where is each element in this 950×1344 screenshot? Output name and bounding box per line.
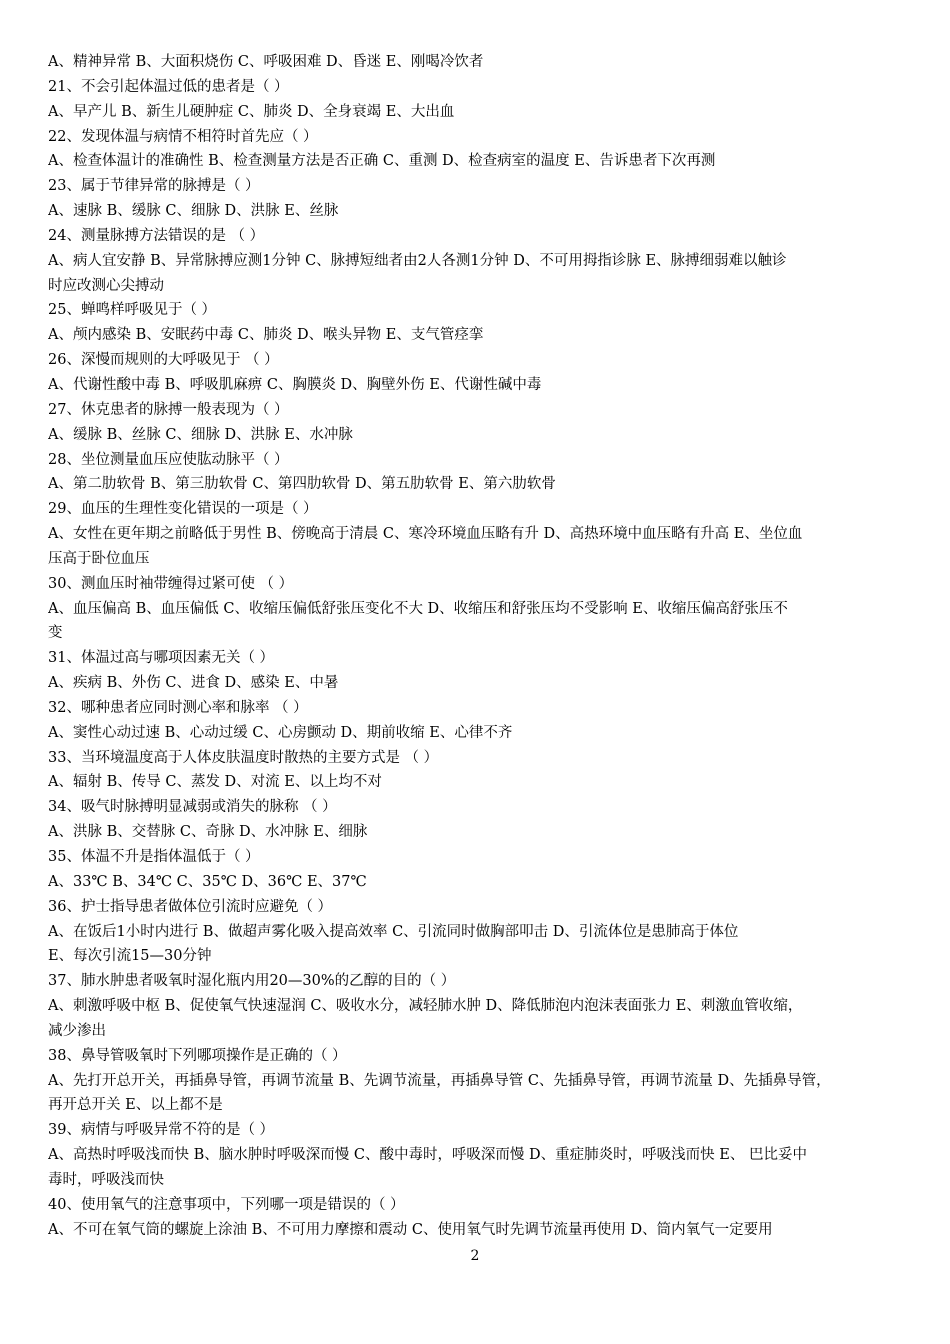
text-line: A、不可在氧气筒的螺旋上涂油 B、不可用力摩擦和震动 C、使用氧气时先调节流量再使用 D、筒内氧气一定要用 — [48, 1221, 773, 1238]
text-line: A、高热时呼吸浅而快 B、脑水肿时呼吸深而慢 C、酸中毒时，呼吸深而慢 D、重症肺炎时，呼吸浅而快 E、 巴比妥中 — [48, 1147, 807, 1164]
text-line: 变 — [48, 625, 63, 642]
text-line: 29、血压的生理性变化错误的一项是（ ） — [48, 501, 318, 518]
text-line: A、女性在更年期之前略低于男性 B、傍晚高于清晨 C、寒冷环境血压略有升 D、高热环境中血压略有升高 E、坐位血 — [48, 526, 803, 543]
text-line: 26、深慢而规则的大呼吸见于 （ ） — [48, 352, 279, 369]
text-line: 37、肺水肿患者吸氧时湿化瓶内用20—30%的乙醇的目的（ ） — [48, 973, 456, 990]
text-line: 32、哪种患者应同时测心率和脉率 （ ） — [48, 699, 308, 716]
text-line: 27、休克患者的脉搏一般表现为（ ） — [48, 401, 289, 418]
text-line: 39、病情与呼吸异常不符的是（ ） — [48, 1122, 275, 1139]
text-line: 24、测量脉搏方法错误的是 （ ） — [48, 227, 265, 244]
text-line: 23、属于节律异常的脉搏是（ ） — [48, 178, 260, 195]
text-line: 压高于卧位血压 — [48, 550, 150, 567]
text-line: 30、测血压时袖带缠得过紧可使 （ ） — [48, 575, 294, 592]
text-line: A、代谢性酸中毒 B、呼吸肌麻痹 C、胸膜炎 D、胸壁外伤 E、代谢性碱中毒 — [48, 376, 542, 393]
text-line: A、检查体温计的准确性 B、检查测量方法是否正确 C、重测 D、检查病室的温度 E、告诉患者下次再测 — [48, 153, 716, 170]
text-line: A、窦性心动过速 B、心动过缓 C、心房颤动 D、期前收缩 E、心律不齐 — [48, 724, 513, 741]
text-line: 22、发现体温与病情不相符时首先应（ ） — [48, 128, 318, 145]
text-line: A、颅内感染 B、安眠药中毒 C、肺炎 D、喉头异物 E、支气管痉挛 — [48, 327, 484, 344]
text-line: A、精神异常 B、大面积烧伤 C、呼吸困难 D、昏迷 E、刚喝冷饮者 — [48, 54, 484, 70]
text-line: A、辐射 B、传导 C、蒸发 D、对流 E、以上均不对 — [48, 774, 382, 791]
text-line: A、疾病 B、外伤 C、进食 D、感染 E、中暑 — [48, 675, 339, 692]
text-line: A、第二肋软骨 B、第三肋软骨 C、第四肋软骨 D、第五肋软骨 E、第六肋软骨 — [48, 476, 556, 493]
text-line: 再开总开关 E、以上都不是 — [48, 1097, 223, 1114]
page-number: 2 — [470, 1248, 480, 1264]
text-line: A、早产儿 B、新生儿硬肿症 C、肺炎 D、全身衰竭 E、大出血 — [48, 103, 455, 120]
text-line: 35、体温不升是指体温低于（ ） — [48, 849, 260, 865]
text-line: 时应改测心尖搏动 — [48, 277, 164, 294]
text-line: A、缓脉 B、丝脉 C、细脉 D、洪脉 E、水冲脉 — [48, 426, 353, 443]
text-line: 减少渗出 — [48, 1022, 106, 1039]
text-line: A、血压偏高 B、血压偏低 C、收缩压偏低舒张压变化不大 D、收缩压和舒张压均不受影响 E、收缩压偏高舒张压不 — [48, 600, 788, 617]
text-line: A、刺激呼吸中枢 B、促使氧气快速湿润 C、吸收水分，减轻肺水肿 D、降低肺泡内泡沫表面张力 E、刺激血管收缩， — [48, 998, 803, 1015]
text-line: 28、坐位测量血压应使肱动脉平（ ） — [48, 451, 289, 468]
text-line: 25、蝉鸣样呼吸见于（ ） — [48, 302, 217, 319]
text-line: 33、当环境温度高于人体皮肤温度时散热的主要方式是 （ ） — [48, 749, 439, 766]
text-line: 31、体温过高与哪项因素无关（ ） — [48, 650, 275, 667]
text-line: E、每次引流15—30分钟 — [48, 948, 212, 965]
text-line: A、病人宜安静 B、异常脉搏应测1分钟 C、脉搏短绌者由2人各测1分钟 D、不可用拇指诊脉 E、脉搏细弱难以触诊 — [48, 252, 787, 269]
document-page — [48, 50, 910, 1243]
text-line: 38、鼻导管吸氧时下列哪项操作是正确的（ ） — [48, 1047, 347, 1064]
text-line: A、速脉 B、缓脉 C、细脉 D、洪脉 E、丝脉 — [48, 203, 339, 220]
text-line: A、在饭后1小时内进行 B、做超声雾化吸入提高效率 C、引流同时做胸部叩击 D、引流体位是患肺高于体位 — [48, 923, 739, 940]
text-line: 40、使用氧气的注意事项中，下列哪一项是错误的（ ） — [48, 1196, 405, 1213]
text-line: 36、护士指导患者做体位引流时应避免（ ） — [48, 898, 333, 915]
text-line: 21、不会引起体温过低的患者是（ ） — [48, 78, 289, 95]
text-line: A、33℃ B、34℃ C、35℃ D、36℃ E、37℃ — [48, 873, 367, 890]
text-line: A、先打开总开关，再插鼻导管，再调节流量 B、先调节流量，再插鼻导管 C、先插鼻导管，再调节流量 D、先插鼻导管， — [48, 1072, 831, 1089]
text-line: 毒时，呼吸浅而快 — [48, 1171, 164, 1188]
text-line: 34、吸气时脉搏明显减弱或消失的脉称 （ ） — [48, 799, 337, 816]
text-line: A、洪脉 B、交替脉 C、奇脉 D、水冲脉 E、细脉 — [48, 824, 368, 841]
